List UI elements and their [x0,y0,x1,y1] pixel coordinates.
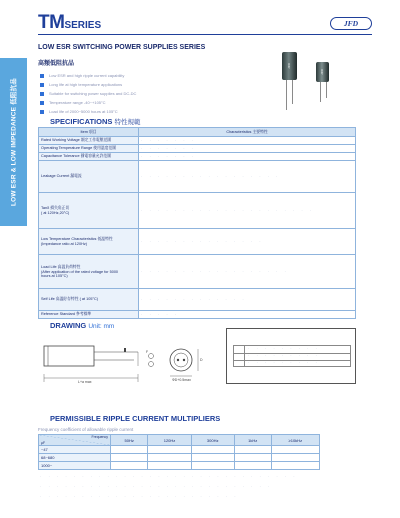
specifications-table [38,127,356,319]
capacitor-small-icon: JFD [316,62,329,82]
ripple-title: PERMISSIBLE RIPPLE CURRENT MULTIPLIERS [50,414,221,423]
spec-header-char: Characteristics 主要特性 [139,128,356,137]
dimension-grid: · · · · · · · · · · · · · · · · · · · · · · · · · · · [233,345,351,367]
ripple-table [38,434,320,470]
capacitor-photo [276,44,372,124]
table-row: Leakage Current 漏電流 · · · · · · · · · · · · · · · · · [39,161,356,193]
capacitor-outline-icon [38,334,224,398]
table-row: 68~680 [39,454,320,462]
capacitor-lead [286,80,287,110]
feature-item: Low ESR and high ripple current capability [40,71,136,80]
table-row: 1000~ [39,462,320,470]
table-row: Frequency μF 50Hz 120Hz 300Hz 1kHz ≥10kHz [39,435,320,446]
subtitle: LOW ESR SWITCHING POWER SUPPLIES SERIES [38,44,206,51]
feature-list [40,71,136,116]
feature-item: Temperature range -40~+105°C [40,98,136,107]
specifications-title: SPECIFICATIONS 特性規範 [50,117,141,126]
capacitor-lead [292,80,293,104]
table-row: Low Temperature Characteristics 低溫特性 (Impedance ratio at 120Hz) · · · · · · · · · · · · · · · [39,229,356,255]
capacitor-lead [326,82,327,98]
spec-header-item: Item 項目 [39,128,139,137]
bullet-icon [40,92,44,96]
bullet-icon [40,74,44,78]
table-row: ~47 [39,446,320,454]
series-code: TM [38,12,65,33]
footnote-line: · · · · · · · · · · · · · · · · · · · · · · · · [40,494,239,499]
table-row: Operating Temperature Range 使用溫度范圍 · · · · · · · [39,145,356,153]
bullet-icon [40,110,44,114]
feature-item: Suitable for switching power supplies and DC-DC [40,89,136,98]
feature-item: Load life of 2000~5000 hours at 105°C [40,107,136,116]
ripple-corner: Frequency μF [41,435,108,445]
table-row: Reference Standard 參考標準 · · · · · [39,311,356,319]
series-word: SERIES [64,20,102,31]
bullet-icon [40,83,44,87]
side-label: LOW ESR & LOW IMPEDANCE 低阻抗品 [10,77,18,207]
footnote-line: · · · · · · · · · · · · · · · · · · · · · · · · · · · · · · · [40,474,298,479]
table-row: Rated Working Voltage 額定工作電壓范圍 · · · · · · · [39,137,356,145]
table-row: Load Life 高溫負荷特性 (After application of the rated voltage for 5000 hours at 105°C) · · · · · · · · · · · · · · · · · · [39,255,356,289]
series-title [38,12,101,34]
dimension-drawing: F D ΦD+0.5max L+a max [38,334,224,398]
brand-logo: JFD [330,17,372,30]
footnote-line: · · · · · · · · · · · · · · · · · · · · · · · · · · · · [40,484,273,489]
capacitor-large-icon: JFD [282,52,297,80]
header-rule [38,34,372,35]
dimension-table-box [226,328,356,384]
drawing-title: DRAWING Unit: mm [50,321,115,330]
table-row: Capacitance Tolerance 靜電容量允許范圍 · · · · · · · [39,153,356,161]
capacitor-lead [320,82,321,102]
table-row: Tanδ 損失角正切 ( at 120Hz,20°C) · · · · · · · · · · · · · · · · · · · · · [39,193,356,229]
subtitle-cn: 高頻低阻抗品 [38,61,75,67]
ripple-intro: Frequency coefficient of allowable ripple current [38,427,134,432]
table-row: Self Life 高溫貯存特性 ( at 105°C) · · · · · · · · · · · · · [39,289,356,311]
bullet-icon [40,101,44,105]
feature-item: Long life at high temperature applications [40,80,136,89]
